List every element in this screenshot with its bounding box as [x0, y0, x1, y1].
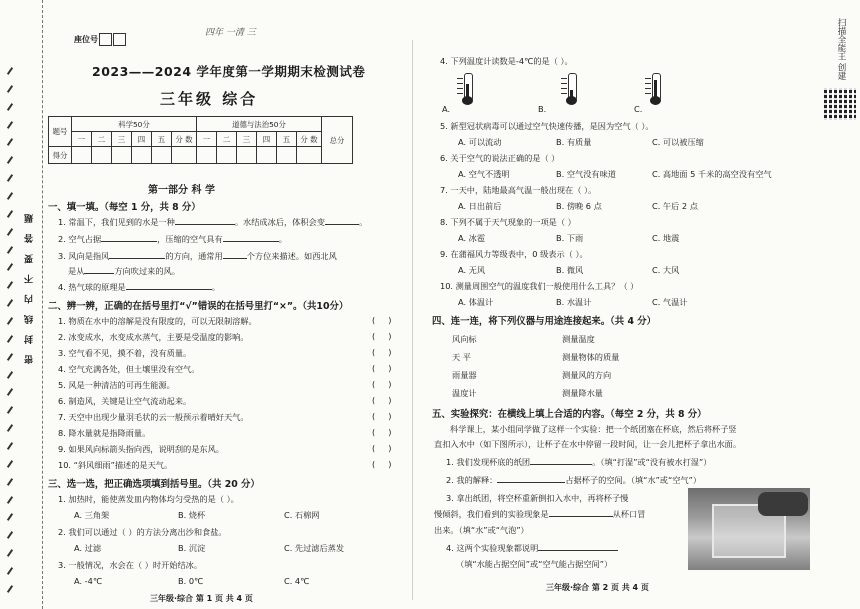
sec1-q3-text: 的方向，通常用 — [165, 251, 223, 261]
rq-opt[interactable]: A. 空气不透明 — [458, 169, 510, 179]
rq-opt[interactable]: B. 傍晚 6 点 — [556, 201, 602, 211]
sec5-intro: 科学课上，某小组同学做了这样一个实验：把一个纸团塞在杯底，然后将杯子竖 — [450, 424, 737, 434]
scanner-label: 扫描全能王 创建 — [836, 18, 846, 81]
rq8: 8. 下列不属于天气现象的一项是（ ） — [440, 217, 576, 227]
sec3-opt[interactable]: C. 先过滤后蒸发 — [284, 543, 345, 553]
sec5-q2-text: 占据杯子的空间。（填“水”或“空气”） — [565, 475, 702, 485]
sec2-item: 10. “斜风细雨”描述的是天气。 — [58, 460, 173, 470]
rq10: 10. 测量周围空气的温度我们一般使用什么工具？（ ） — [440, 281, 639, 291]
score-total-label: 总分 — [322, 117, 353, 164]
sec5-q3-end: 出来。（填“水”或“气泡”） — [434, 525, 529, 535]
rq-opt[interactable]: B. 有质量 — [556, 137, 592, 147]
sec2-item: 3. 空气看不见，摸不着，没有质量。 — [58, 348, 192, 358]
sec1-q1-text: 1. 常温下，我们见到的水是一种 — [58, 217, 175, 227]
score-col: 三 — [112, 132, 132, 147]
sec3-opt[interactable]: A. -4℃ — [74, 576, 103, 586]
score-cell[interactable] — [132, 147, 152, 164]
score-cell[interactable] — [112, 147, 132, 164]
score-moral-label: 道德与法治50分 — [197, 117, 322, 132]
usage-item[interactable]: 测量物体的质量 — [562, 352, 620, 362]
score-science-label: 科学50分 — [72, 117, 197, 132]
answer-blank[interactable] — [109, 250, 165, 259]
seat-number — [74, 33, 126, 46]
qr-code-icon — [824, 88, 856, 120]
sec5-q3-text: 慢倾斜，我们看到的实验现象是 — [434, 509, 549, 519]
score-col: 分 数 — [172, 132, 197, 147]
thermometer-b — [556, 70, 590, 106]
score-cell[interactable] — [197, 147, 217, 164]
usage-item[interactable]: 测量降水量 — [562, 388, 603, 398]
sec5-q4-hint: （填“水能占据空间”或“空气能占据空间”） — [456, 559, 613, 569]
sec5-hint: 。（填“打湿”或“没有被水打湿”） — [592, 457, 712, 467]
score-col: 五 — [277, 132, 297, 147]
sec2-item: 8. 降水量就是指降雨量。 — [58, 428, 151, 438]
rq4: 4. 下列温度计读数是-4℃的是（ ）。 — [440, 56, 573, 66]
handwritten-note: 四年 一清 三 — [205, 28, 256, 38]
sec5-q4 — [446, 542, 618, 554]
sec1-q3-text: 个方位来描述。如西北风 — [246, 251, 337, 261]
answer-paren[interactable]: ( ) — [372, 443, 392, 453]
sec2-title: 二、辨一辨，正确的在括号里打“√”错误的在括号里打“×”。（共10分） — [48, 301, 349, 312]
score-col: 分 数 — [297, 132, 322, 147]
score-table — [48, 116, 353, 164]
score-col: 五 — [152, 132, 172, 147]
rq9: 9. 在蒲福风力等级表中，0 级表示（ ）。 — [440, 249, 588, 259]
rq7: 7. 一天中，陆地最高气温一般出现在（ ）。 — [440, 185, 597, 195]
sec5-q3-text: 从杯口冒 — [612, 509, 646, 519]
score-row-label: 得分 — [49, 147, 72, 164]
sec2-item: 1. 物质在水中的溶解是没有限度的，可以无限制溶解。 — [58, 316, 257, 326]
instrument-item[interactable]: 雨量器 — [452, 370, 477, 380]
score-col: 四 — [257, 132, 277, 147]
sec1-title: 一、填一填。（每空 1 分，共 8 分） — [48, 202, 201, 213]
score-cell[interactable] — [72, 147, 92, 164]
binding-text: 密 封 线 内 不 要 答 题 — [25, 210, 35, 364]
sec1-q2-text: 2. 空气占据 — [58, 234, 102, 244]
sec3-q3: 3. 一般情况，水会在（ ）时开始结冰。 — [58, 560, 203, 570]
sec5-q1 — [446, 456, 711, 468]
sec3-opt[interactable]: B. 0℃ — [178, 576, 204, 586]
exam-title: 2023——2024 学年度第一学期期末检测试卷 — [92, 64, 366, 79]
sec1-q3-cont — [68, 265, 180, 277]
instrument-item[interactable]: 天 平 — [452, 352, 471, 362]
score-cell[interactable] — [152, 147, 172, 164]
sec5-q2 — [446, 474, 701, 486]
rq-opt[interactable]: A. 可以流动 — [458, 137, 502, 147]
score-col: 二 — [217, 132, 237, 147]
experiment-photo — [688, 488, 810, 570]
instrument-item[interactable]: 温度计 — [452, 388, 477, 398]
answer-blank[interactable] — [549, 508, 613, 517]
rq-opt[interactable]: C. 地震 — [652, 233, 680, 243]
thermometer-a — [452, 70, 486, 106]
sec1-q3-text: 方向吹过来的风。 — [114, 266, 180, 276]
footer-left: 三年级·综合 第 1 页 共 4 页 — [150, 594, 253, 603]
sec1-q3-text: 3. 风向是指风 — [58, 251, 110, 261]
answer-blank[interactable] — [84, 265, 114, 274]
thermometer-c — [640, 70, 674, 106]
score-cell[interactable] — [297, 147, 322, 164]
score-col: 四 — [132, 132, 152, 147]
rq-opt[interactable]: B. 微风 — [556, 265, 584, 275]
binding-dashes — [6, 70, 20, 590]
sec2-item: 4. 空气充满各处，但土壤里没有空气。 — [58, 364, 200, 374]
sec1-q3 — [58, 250, 337, 262]
footer-right: 三年级·综合 第 2 页 共 4 页 — [546, 583, 649, 592]
rq-opt[interactable]: A. 体温计 — [458, 297, 494, 307]
rq-opt[interactable]: C. 气温计 — [652, 297, 688, 307]
answer-paren[interactable]: ( ) — [372, 363, 392, 373]
page-divider — [412, 40, 413, 600]
sec4-title: 四、连一连，将下列仪器与用途连接起来。（共 4 分） — [432, 316, 656, 327]
sec1-q2: 2. 空气占据 ，压缩的空气具有 。 — [58, 234, 287, 244]
sec3-q2: 2. 我们可以通过（ ）的方法分离出沙和食盐。 — [58, 527, 227, 537]
sec2-item: 2. 冰变成水，水变成水蒸气，主要是受温度的影响。 — [58, 332, 249, 342]
part1-title: 第一部分 科 学 — [148, 185, 215, 196]
rq4-opt[interactable]: C. — [634, 104, 643, 114]
rq-opt[interactable]: A. 无风 — [458, 265, 486, 275]
rq-opt[interactable]: B. 空气没有味道 — [556, 169, 616, 179]
sec3-opt[interactable]: C. 4℃ — [284, 576, 310, 586]
answer-blank[interactable] — [126, 281, 212, 290]
sec5-q4-text: 4. 这两个实验现象都说明 — [446, 543, 539, 553]
usage-item[interactable]: 测量温度 — [562, 334, 595, 344]
score-cell[interactable] — [237, 147, 257, 164]
sec5-intro: 直扣入水中（如下图所示），让杯子在水中停留一段时间，让一会儿把杯子拿出水面。 — [434, 439, 742, 449]
answer-blank[interactable] — [175, 216, 235, 225]
rq-opt[interactable]: C. 大风 — [652, 265, 680, 275]
rq-opt[interactable]: A. 日出前后 — [458, 201, 502, 211]
answer-paren[interactable]: ( ) — [372, 347, 392, 357]
answer-paren[interactable]: ( ) — [372, 427, 392, 437]
sec5-title: 五、实验探究：在横线上填上合适的内容。（每空 2 分，共 8 分） — [432, 409, 707, 420]
sec2-item: 7. 天空中出现少量羽毛状的云一般预示着晴好天气。 — [58, 412, 249, 422]
sec5-q1-text: 1. 我们发现杯底的纸团 — [446, 457, 531, 467]
answer-paren[interactable]: ( ) — [372, 459, 392, 469]
answer-blank[interactable] — [530, 456, 592, 465]
rq4-opt[interactable]: B. — [538, 104, 547, 114]
score-cell[interactable] — [172, 147, 197, 164]
rq-opt[interactable]: C. 午后 2 点 — [652, 201, 698, 211]
grade-title: 三年级 综合 — [160, 90, 259, 108]
seat-label: 座位号 — [74, 35, 98, 44]
score-col: 二 — [92, 132, 112, 147]
instrument-item[interactable]: 风向标 — [452, 334, 477, 344]
sec2-item: 5. 风是一种清洁的可再生能源。 — [58, 380, 175, 390]
usage-item[interactable]: 测量风的方向 — [562, 370, 612, 380]
sec5-q3: 3. 拿出纸团，将空杯重新倒扣入水中，再将杯子慢 — [446, 493, 629, 503]
sec1-q1-text: 。水结成冰后，体积会变 — [234, 217, 325, 227]
sec3-opt[interactable]: B. 沉淀 — [178, 543, 206, 553]
score-col: 三 — [237, 132, 257, 147]
answer-blank[interactable] — [223, 233, 279, 242]
answer-blank[interactable] — [497, 474, 565, 483]
sec1-q3-text: 是从 — [68, 266, 85, 276]
sec3-opt[interactable]: B. 烧杯 — [178, 510, 206, 520]
answer-paren[interactable]: ( ) — [372, 315, 392, 325]
answer-blank[interactable] — [223, 250, 247, 259]
score-row-label: 题号 — [49, 117, 72, 147]
sec3-opt[interactable]: A. 三角架 — [74, 510, 110, 520]
rq6: 6. 关于空气的说法正确的是（ ） — [440, 153, 560, 163]
sec3-opt[interactable]: A. 过滤 — [74, 543, 102, 553]
answer-blank[interactable] — [101, 233, 157, 242]
rq5: 5. 新型冠状病毒可以通过空气快速传播，是因为空气（ ）。 — [440, 121, 654, 131]
rq4-opt[interactable]: A. — [442, 104, 451, 114]
answer-paren[interactable]: ( ) — [372, 379, 392, 389]
sec5-q2-text: 2. 我的解释： — [446, 475, 498, 485]
answer-paren[interactable]: ( ) — [372, 331, 392, 341]
sec3-opt[interactable]: C. 石棉网 — [284, 510, 320, 520]
rq-opt[interactable]: A. 冰雹 — [458, 233, 486, 243]
sec5-q3-cont — [434, 508, 645, 520]
answer-blank[interactable] — [325, 216, 359, 225]
sec2-item: 9. 如果风向标箭头指向西，说明刮的是东风。 — [58, 444, 224, 454]
rq-opt[interactable]: C. 可以被压缩 — [652, 137, 704, 147]
answer-blank[interactable] — [538, 542, 618, 551]
binding-strip — [0, 0, 43, 609]
sec1-q4: 4. 热气球的原理是 。 — [58, 282, 220, 292]
score-cell[interactable] — [277, 147, 297, 164]
score-col: 一 — [72, 132, 92, 147]
rq-opt[interactable]: B. 水温计 — [556, 297, 592, 307]
score-col: 一 — [197, 132, 217, 147]
answer-paren[interactable]: ( ) — [372, 411, 392, 421]
sec3-q1: 1. 加热时，能使蒸发皿内物体均匀受热的是（ ）。 — [58, 494, 239, 504]
score-cell[interactable] — [257, 147, 277, 164]
sec1-q1: 1. 常温下，我们见到的水是一种 。水结成冰后，体积会变 。 — [58, 217, 368, 227]
sec1-q2-text: ，压缩的空气具有 — [157, 234, 223, 244]
score-cell[interactable] — [217, 147, 237, 164]
rq-opt[interactable]: B. 下雨 — [556, 233, 584, 243]
rq-opt[interactable]: C. 高地面 5 千米的高空没有空气 — [652, 169, 772, 179]
hand-holding-cup — [758, 492, 808, 516]
score-cell[interactable] — [92, 147, 112, 164]
sec3-title: 三、选一选，把正确选项填到括号里。（共 20 分） — [48, 479, 260, 490]
sec1-q4-text: 4. 热气球的原理是 — [58, 282, 126, 292]
answer-paren[interactable]: ( ) — [372, 395, 392, 405]
sec2-item: 6. 制造风，关键是让空气流动起来。 — [58, 396, 192, 406]
seat-box[interactable] — [99, 33, 112, 46]
seat-box[interactable] — [113, 33, 126, 46]
